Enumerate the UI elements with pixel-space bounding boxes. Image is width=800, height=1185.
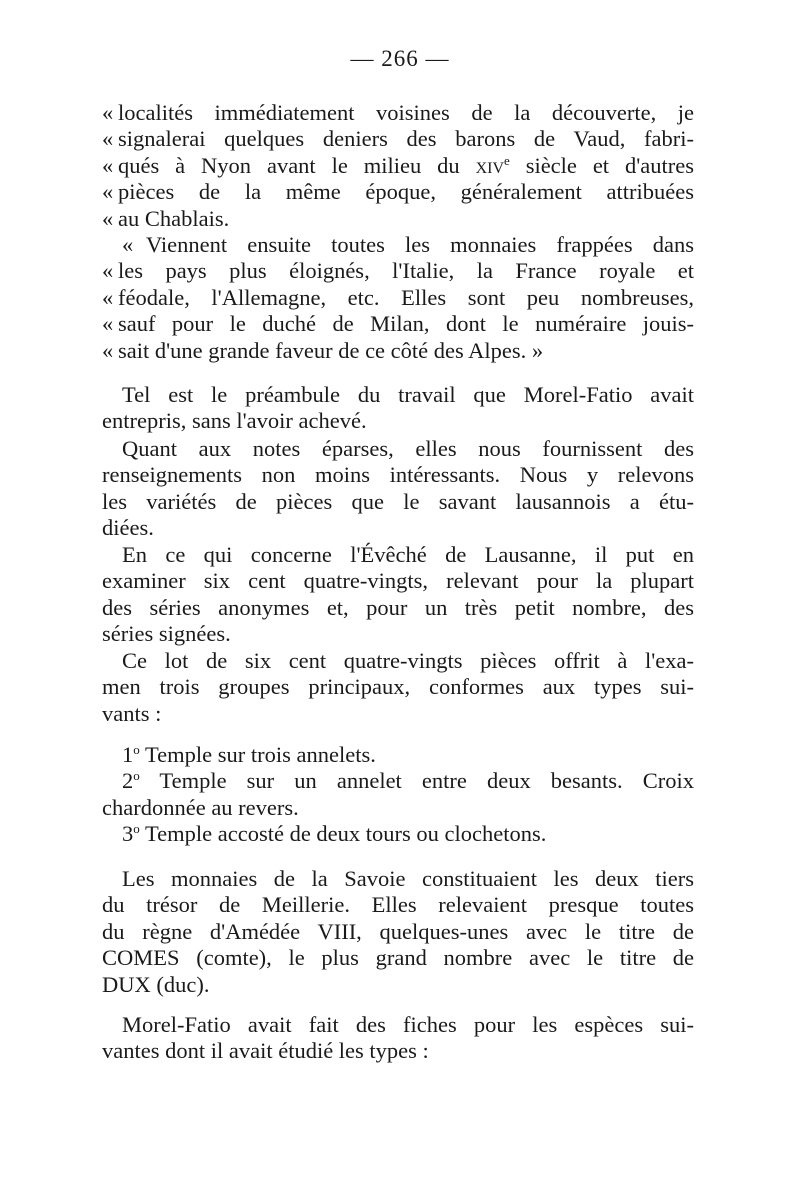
- quote-line: [102, 153, 694, 179]
- quote-mark: «: [102, 258, 114, 284]
- list-number: 3: [122, 821, 134, 847]
- list-item: [102, 821, 694, 847]
- quote-mark: «: [102, 205, 114, 231]
- paragraph: [102, 1012, 694, 1065]
- quote-mark: «: [122, 231, 134, 257]
- quote-line-text: signalerai quelques deniers des barons de Vaud, fabri-: [118, 126, 694, 152]
- quote-line-text: sauf pour le duché de Milan, dont le numéraire jouis-: [118, 311, 694, 337]
- century-roman: xiv: [475, 152, 504, 178]
- paragraph-line: entrepris, sans l'avoir achevé.: [102, 408, 367, 434]
- quote-line: [102, 126, 694, 152]
- list-item-text: Temple accosté de deux tours ou clochetons.: [139, 821, 547, 847]
- paragraph-line: men trois groupes principaux, conformes aux types sui-: [102, 674, 694, 700]
- paragraph: [102, 866, 694, 998]
- quote-mark: «: [102, 179, 114, 205]
- quote-line-text-end: siècle et d'autres: [509, 152, 694, 178]
- paragraph: [102, 542, 694, 648]
- type-list: [102, 742, 694, 848]
- list-number-superscript: o: [133, 768, 140, 784]
- paragraph-line: les variétés de pièces que le savant lausannois a étu-: [102, 488, 694, 514]
- paragraph-line: DUX (duc).: [102, 971, 210, 997]
- paragraph-line: Morel-Fatio avait fait des fiches pour les espèces sui-: [122, 1012, 694, 1037]
- quote-mark: «: [102, 284, 114, 310]
- list-number-superscript: o: [133, 742, 140, 757]
- quote-line: [102, 179, 694, 205]
- list-item: [102, 768, 694, 794]
- century-superscript: e: [504, 152, 510, 168]
- quote-mark: «: [102, 152, 114, 178]
- paragraph-line: examiner six cent quatre-vingts, relevant pour la plupart: [102, 568, 694, 594]
- quoted-passage: [102, 100, 694, 364]
- paragraph: [102, 648, 694, 727]
- paragraph-line: Ce lot de six cent quatre-vingts pièces offrit à l'exa-: [122, 648, 694, 673]
- quote-line-text-start: qués à Nyon avant le milieu du: [118, 152, 476, 178]
- quote-line-text: sait d'une grande faveur de ce côté des Alpes. »: [118, 337, 544, 363]
- paragraph-line: diées.: [102, 515, 154, 541]
- quote-line: [102, 100, 694, 126]
- quote-mark: «: [102, 311, 114, 337]
- paragraph-line: du trésor de Meillerie. Elles relevaient presque toutes: [102, 892, 694, 918]
- paragraph-line: COMES (comte), le plus grand nombre avec le titre de: [102, 945, 694, 971]
- list-number-superscript: o: [133, 821, 140, 837]
- paragraph-line: des séries anonymes et, pour un très petit nombre, des: [102, 594, 694, 620]
- quote-line-text: Viennent ensuite toutes les monnaies frappées dans: [146, 231, 694, 257]
- list-item-continuation: chardonnée au revers.: [102, 794, 299, 820]
- list-number: 1: [122, 742, 134, 767]
- quote-line: [102, 258, 694, 284]
- paragraph: [102, 436, 694, 542]
- quote-line: [102, 338, 694, 364]
- paragraph-line: Tel est le préambule du travail que Morel-Fatio avait: [122, 382, 694, 407]
- list-item-text: Temple sur un annelet entre deux besants. Croix: [139, 768, 694, 794]
- paragraph: [102, 382, 694, 435]
- quote-line-text: les pays plus éloignés, l'Italie, la France royale et: [118, 258, 694, 284]
- paragraph-line: séries signées.: [102, 621, 231, 647]
- paragraph-line: vants :: [102, 700, 162, 726]
- quote-line: [102, 311, 694, 337]
- paragraph-line: Les monnaies de la Savoie constituaient les deux tiers: [122, 866, 694, 891]
- list-item-text: Temple sur trois annelets.: [139, 742, 376, 767]
- quote-line-text: [118, 153, 694, 179]
- quote-mark: «: [102, 337, 114, 363]
- quote-mark: «: [102, 100, 114, 125]
- page-number: — 266 —: [350, 46, 450, 71]
- quote-mark: «: [102, 126, 114, 152]
- quote-line-text: localités immédiatement voisines de la découverte, je: [118, 100, 694, 125]
- paragraph-line: Quant aux notes éparses, elles nous fournissent des: [122, 436, 694, 461]
- quote-line-text: féodale, l'Allemagne, etc. Elles sont peu nombreuses,: [118, 284, 694, 310]
- quote-line-text: pièces de la même époque, généralement attribuées: [118, 179, 694, 205]
- paragraph-line: En ce qui concerne l'Évêché de Lausanne, il put en: [122, 542, 694, 567]
- quote-line-text: au Chablais.: [118, 205, 230, 231]
- paragraph-line: du règne d'Amédée VIII, quelques-unes avec le titre de: [102, 918, 694, 944]
- paragraph-line: vantes dont il avait étudié les types :: [102, 1038, 429, 1064]
- quote-line: [102, 206, 694, 232]
- paragraph-line: renseignements non moins intéressants. Nous y relevons: [102, 462, 694, 488]
- quote-line: [102, 232, 694, 258]
- list-number: 2: [122, 768, 134, 794]
- list-item: [102, 742, 694, 768]
- quote-line: [102, 285, 694, 311]
